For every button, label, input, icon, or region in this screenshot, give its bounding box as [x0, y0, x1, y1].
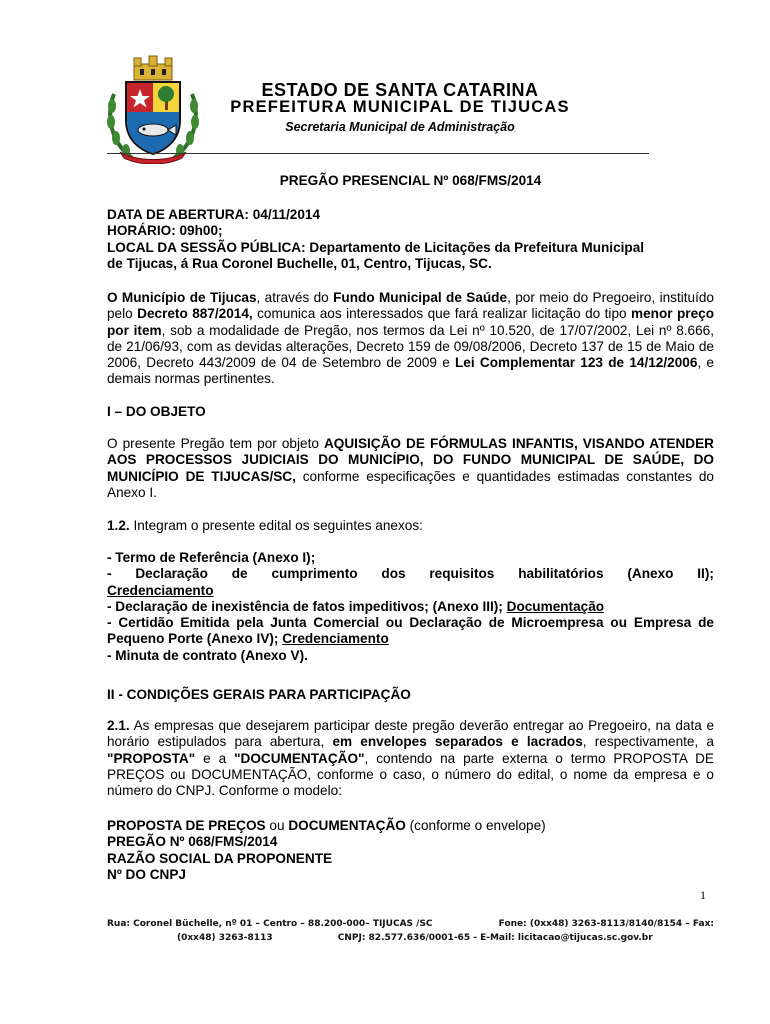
annex-item: - Termo de Referência (Anexo I); — [107, 550, 316, 565]
footer-fax: (0xx48) 3263-8113 — [177, 933, 273, 943]
secretariat-name: Secretaria Municipal de Administração — [285, 120, 515, 134]
annex-list — [107, 550, 714, 664]
footer-phone: Fone: (0xx48) 3263-8113/8140/8154 – Fax: — [498, 919, 714, 929]
page-number: 1 — [700, 888, 706, 902]
annex-tag-credenciamento: Credenciamento — [107, 582, 214, 598]
footer-address: Rua: Coronel Büchelle, nº 01 – Centro – 88.200-000– TIJUCAS /SC — [107, 919, 433, 929]
section-2-heading: II - CONDIÇÕES GERAIS PARA PARTICIPAÇÃO — [107, 687, 411, 702]
header-divider — [107, 153, 649, 154]
annex-item-declaration: - Declaração de cumprimento dos requisitos habilitatórios (Anexo II); — [107, 566, 714, 582]
annex-item-contract: - Minuta de contrato (Anexo V). — [107, 647, 308, 663]
document-title: PREGÃO PRESENCIAL Nº 068/FMS/2014 — [279, 173, 542, 188]
annex-item-impediments: - Declaração de inexistência de fatos impeditivos; (Anexo III); Documentação — [107, 598, 605, 614]
footer-cnpj-email: CNPJ: 82.577.636/0001-65 - E-Mail: licitacao@tijucas.sc.gov.br — [337, 933, 653, 943]
prefecture-name: PREFEITURA MUNICIPAL DE TIJUCAS — [230, 98, 570, 116]
municipal-coat-of-arms-icon — [106, 54, 200, 164]
footer-line-2 — [107, 933, 714, 943]
intro-paragraph: O Município de Tijucas, através do Fundo Municipal de Saúde, por meio do Pregoeiro, instituído pelo Decreto 887/2014, comunica aos interessados que fará realizar licitação do tipo menor preço por item, sob a modalidade de Pregão, nos termos da Lei nº 10.520, de 17/07/2002, Lei nº 8.666, de 21/06/93, com as devidas alterações, Decreto 159 de 09/08/2006, Decreto 137 de 15 de Maio de 2006, Decreto 443/2009 de 04 de Setembro de 2009 e Lei Complementar 123 de 14/12/2006, e demais normas pertinentes. — [107, 290, 714, 387]
state-name: ESTADO DE SANTA CATARINA — [261, 80, 539, 100]
session-place-line1: LOCAL DA SESSÃO PÚBLICA: Departamento de Licitações da Prefeitura Municipal — [107, 239, 645, 255]
opening-date: DATA DE ABERTURA: 04/11/2014 — [107, 207, 321, 222]
participation-paragraph: 2.1. As empresas que desejarem participar deste pregão deverão entregar ao Pregoeiro, na data e horário estipulados para abertura, em envelopes separados e lacrados, respectivamente, a "PROPOSTA" e a "DOCUMENTAÇÃO", contendo na parte externa o termo PROPOSTA DE PREÇOS ou DOCUMENTAÇÃO, conforme o caso, o número do edital, o nome da empresa e o número do CNPJ. Conforme o modelo: — [107, 718, 715, 799]
annex-item-certificate: - Certidão Emitida pela Junta Comercial ou Declaração de Microempresa ou Empresa de Pequeno Porte (Anexo IV); Credenciamento — [107, 615, 714, 647]
opening-info — [107, 207, 714, 272]
section-1-heading: I – DO OBJETO — [107, 404, 206, 419]
annex-intro: 1.2. Integram o presente edital os seguintes anexos: — [107, 518, 423, 533]
object-paragraph: O presente Pregão tem por objeto AQUISIÇÃO DE FÓRMULAS INFANTIS, VISANDO ATENDER AOS PROCESSOS JUDICIAIS DO MUNICÍPIO, DO FUNDO MUNICIPAL DE SAÚDE, DO MUNICÍPIO DE TIJUCAS/SC, conforme especificações e quantidades estimadas constantes do Anexo I. — [107, 436, 714, 500]
session-place-line2: de Tijucas, á Rua Coronel Buchelle, 01, Centro, Tijucas, SC. — [107, 255, 492, 271]
envelope-model: PROPOSTA DE PREÇOS ou DOCUMENTAÇÃO (conforme o envelope) PREGÃO Nº 068/FMS/2014 RAZÃO SOCIAL DA PROPONENTE Nº DO CNPJ — [107, 818, 546, 882]
footer-line-1 — [107, 919, 714, 929]
opening-time: HORÁRIO: 09h00; — [107, 223, 223, 239]
